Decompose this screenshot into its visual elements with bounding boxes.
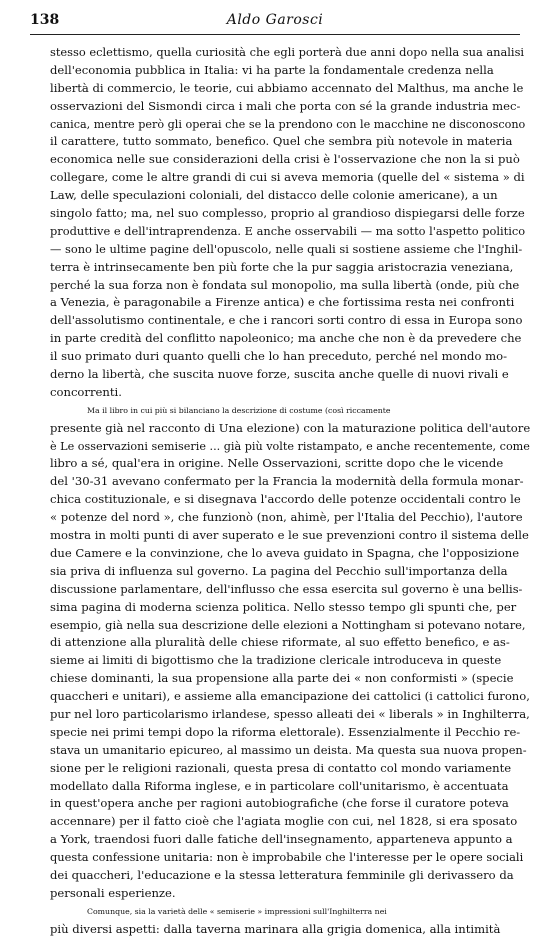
text-line: quaccheri e unitari), e assieme alla emancipazione dei cattolici (i cattolici furono, — [50, 689, 530, 704]
text-line: mostra in molti punti di aver superato e le sue prevenzioni contro il sistema delle — [50, 528, 529, 543]
text-line: chica costituzionale, e si disegnava l'accordo delle potenze occidentali contro le — [50, 492, 521, 507]
text-line: esempio, già nella sua descrizione delle elezioni a Nottingham si potevano notare, — [50, 617, 526, 632]
text-line: specie nei primi tempi dopo la riforma elettorale). Essenzialmente il Pecchio re- — [50, 724, 521, 739]
running-header — [30, 8, 520, 35]
body-text — [50, 44, 530, 939]
text-line: accennare) per il fatto cioè che l'agiata moglie con cui, nel 1828, si era sposato — [50, 814, 518, 829]
text-line: Ma il libro in cui più si bilanciano la descrizione di costume (così riccamente — [87, 405, 391, 415]
text-line: a York, traendosi fuori dalle fatiche dell'insegnamento, apparteneva appunto a — [50, 832, 513, 847]
text-line: sima pagina di moderna scienza politica. Nello stesso tempo gli spunti che, per — [50, 599, 517, 614]
text-line: modellato dalla Riforma inglese, e in particolare coll'unitarismo, è accentuata — [50, 778, 509, 793]
text-line: il suo primato duri quanto quelli che lo han preceduto, perché nel mondo mo- — [50, 349, 508, 364]
paragraph-1 — [50, 44, 530, 402]
text-line: canica, mentre però gli operai che se la prendono con le macchine ne disconoscono — [50, 117, 526, 131]
text-line: sione per le religioni razionali, questa presa di contatto col mondo variamente — [50, 760, 512, 775]
text-line: pur nel loro particolarismo irlandese, spesso alleati dei « liberals » in Inghilterra, — [50, 706, 530, 721]
text-line: discussione parlamentare, dell'influsso che essa esercita sul governo è una bellis- — [50, 581, 523, 596]
text-line: sieme ai limiti di bigottismo che la tradizione clericale introduceva in queste — [50, 653, 502, 668]
text-line: sia priva di influenza sul governo. La pagina del Pecchio sull'importanza della — [50, 563, 508, 578]
text-line: concorrenti. — [50, 384, 122, 399]
text-line: perché la sua forza non è fondata sul monopolio, ma sulla libertà (onde, più che — [50, 277, 520, 292]
text-line: a Venezia, è paragonabile a Firenze antica) e che fortissima resta nei confronti — [50, 295, 515, 310]
text-line: più diversi aspetti: dalla taverna marinara alla grigia domenica, alla intimità — [50, 921, 501, 936]
text-line: « potenze del nord », che funzionò (non, ahimè, per l'Italia del Pecchio), l'autore — [50, 510, 523, 525]
text-line: collegare, come le altre grandi di cui si aveva memoria (quelle del « sistema » di — [50, 170, 525, 185]
text-line: il carattere, tutto sommato, benefico. Quel che sembra più notevole in materia — [50, 134, 513, 149]
text-line: è Le osservazioni semiserie ... già più volte ristampato, e anche recentemente, come — [50, 439, 530, 453]
running-header-author: Aldo Garosci — [226, 12, 324, 28]
text-line: personali esperienze. — [50, 885, 176, 900]
text-line: Law, delle speculazioni coloniali, del distacco delle colonie americane), a un — [50, 188, 498, 203]
text-line: — sono le ultime pagine dell'opuscolo, nelle quali si sostiene assieme che l'Inghil- — [50, 241, 523, 256]
text-line: terra è intrinsecamente ben più forte che la pur saggia aristocrazia veneziana, — [50, 259, 514, 274]
text-line: del '30-31 avevano confermato per la Francia la modernità della formula monar- — [50, 474, 524, 489]
text-line: questa confessione unitaria: non è improbabile che l'interesse per le opere sociali — [50, 850, 524, 865]
text-line: di attenzione alla pluralità delle chiese riformate, al suo effetto benefico, e as- — [50, 635, 510, 650]
text-line: stava un umanitario epicureo, al massimo un deista. Ma questa sua nuova propen- — [50, 742, 527, 757]
paragraph-2 — [50, 402, 530, 903]
text-line: dell'assolutismo continentale, e che i rancori sorti contro di essa in Europa sono — [50, 313, 523, 328]
text-line: osservazioni del Sismondi circa i mali che porta con sé la grande industria mec- — [50, 98, 521, 113]
text-line: dell'economia pubblica in Italia: vi ha parte la fondamentale credenza nella — [50, 62, 494, 77]
text-line: libertà di commercio, le teorie, cui abbiamo accennato del Malthus, ma anche le — [50, 80, 524, 95]
text-line: chiese dominanti, la sua propensione alla parte dei « non conformisti » (specie — [50, 671, 514, 686]
text-line: in quest'opera anche per ragioni autobiografiche (che forse il curatore poteva — [50, 796, 509, 811]
text-line: singolo fatto; ma, nel suo complesso, proprio al grandioso dispiegarsi delle forze — [50, 206, 525, 221]
text-line: libro a sé, qual'era in origine. Nelle Osservazioni, scritte dopo che le vicende — [50, 456, 504, 471]
text-line: stesso eclettismo, quella curiosità che egli porterà due anni dopo nella sua analisi — [50, 45, 525, 59]
text-line: derno la libertà, che suscita nuove forze, suscita anche quelle di nuovi rivali e — [50, 367, 509, 382]
text-line: economica nelle sue considerazioni della crisi è l'osservazione che non la si può — [50, 152, 520, 167]
text-line: produttive e dell'intraprendenza. E anche osservabili — ma sotto l'aspetto politico — [50, 223, 526, 238]
text-line: presente già nel racconto di Una elezione) con la maturazione politica dell'autore — [50, 420, 530, 435]
text-line: dei quaccheri, l'educazione e la stessa letteratura femminile gli derivassero da — [50, 867, 514, 882]
text-line: in parte credità del conflitto napoleonico; ma anche che non è da prevedere che — [50, 331, 522, 346]
text-line: Comunque, sia la varietà delle « semiserie » impressioni sull'Inghilterra nei — [87, 906, 387, 916]
paragraph-3 — [50, 903, 530, 939]
page-number: 138 — [30, 12, 60, 28]
text-line: due Camere e la convinzione, che lo aveva guidato in Spagna, che l'opposizione — [50, 545, 520, 560]
